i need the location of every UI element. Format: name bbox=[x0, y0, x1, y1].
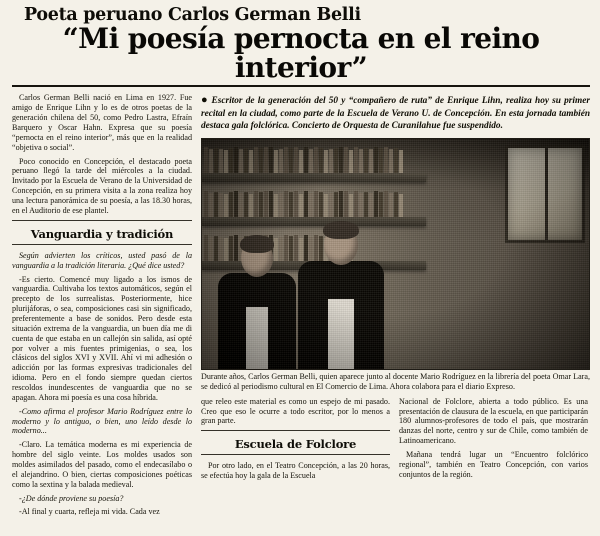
books-row bbox=[204, 191, 403, 217]
paragraph: Poco conocido en Concepción, el destacado poeta peruano llegó la tarde del miércoles a la ciudad. Invitado por la Escuela de Verano de la Universidad de Concepción, en su primera visita a la zona realiza hoy una lectura panorámica de su poesía, a las 18.30 horas, en el Auditorio de ese plantel. bbox=[12, 156, 192, 215]
bullet-icon: ● bbox=[201, 94, 209, 107]
paragraph: -Es cierto. Comencé muy ligado a los ismos de vanguardia. Cultivaba los textos automáticos, según el precepto de los surrealistas. Posteriormente, hice plurijáforas, o sea, composiciones casi sin significado, preferentemente a base de sonidos. Pero desde esta situación extrema de la vanguardia, un buen día me di cuenta de que estaba en un callejón sin salida, así opté por volver a mis fuentes primigenias, o sea, los clásicos del siglos XVI y XVII. Ahí vi mi adhesión o adicción por las formas expresivas tradicionales del idioma. Pero en el fondo siempre quedan ciertos rescoldos inundescentes de vanguardia que no se apagan. Ahora mi poesía es una cosa híbrida. bbox=[12, 274, 192, 402]
column-left bbox=[12, 93, 192, 521]
shelf-line bbox=[202, 173, 426, 182]
article-columns bbox=[12, 93, 590, 521]
article-photo bbox=[201, 138, 590, 370]
paragraph: Nacional de Folclore, abierta a todo público. Es una presentación de clausura de la escuela, en que participarán 180 alumnos-profesores de todo el país, que mostrarán danzas del norte, centro y sur de Chile, como también de Latinoamericano. bbox=[399, 396, 588, 446]
interview-question-intro: Según advierten los críticos, usted pasó de la vanguardia a la tradición literaria. ¿Qué dice usted? bbox=[12, 250, 192, 270]
paragraph: que releo este material es como un espejo de mi pasado. Creo que eso le ocurre a todo escritor, por lo menos a gran parte. bbox=[201, 396, 390, 426]
person-left bbox=[218, 237, 296, 369]
column-group-right bbox=[201, 93, 590, 484]
photo-figure bbox=[201, 138, 590, 392]
person-right-shirt bbox=[328, 299, 354, 369]
kicker: Poeta peruano Carlos German Belli bbox=[24, 5, 361, 25]
standfirst bbox=[201, 93, 590, 131]
section-heading-folclore: Escuela de Folclore bbox=[234, 437, 357, 452]
page-title: “Mi poesía pernocta en el reino interior” bbox=[62, 22, 540, 84]
person-left-shirt bbox=[246, 307, 268, 369]
photo-caption: Durante años, Carlos German Belli, quien aparece junto al docente Mario Rodríguez en la librería del poeta Omar Lara, se dedicó al periodismo cultural en El Comercio de Lima. Ahora colabora para el diario Expreso. bbox=[201, 371, 590, 391]
paragraph: Mañana tendrá lugar un “Encuentro folclórico regional”, también en Teatro Concepción, con varios conjuntos de la región. bbox=[399, 449, 588, 479]
person-left-hair bbox=[240, 235, 274, 253]
section-rule bbox=[12, 220, 192, 221]
section-heading-vanguardia: Vanguardia y tradición bbox=[30, 226, 174, 241]
section-rule bbox=[201, 430, 390, 431]
section-rule bbox=[12, 244, 192, 245]
window-shape bbox=[505, 145, 585, 243]
paragraph: -Al final y cuarta, refleja mi vida. Cada vez bbox=[19, 507, 160, 517]
person-right bbox=[298, 223, 384, 369]
paragraph: -Claro. La temática moderna es mi experiencia de hombre del siglo veinte. Los moldes usados son moldes asimilados del pasado, como el endecasílabo o el alejandrino. O bien, ciertas composiciones poéticas como la sextina y la balada medieval. bbox=[12, 440, 192, 489]
column-right bbox=[399, 397, 588, 484]
books-row bbox=[204, 147, 403, 173]
person-right-hair bbox=[323, 221, 359, 239]
standfirst-text: Escritor de la generación del 50 y “compañero de ruta” de Enrique Lihn, realiza hoy su primer recital en la ciudad, como parte de la Escuela de Verano U. de Concepción. En esta jornada también destaca gala folclórica. Concierto de Orquesta de Curanilahue fue suspendido. bbox=[201, 96, 590, 131]
paragraph: Por otro lado, en el Teatro Concepción, a las 20 horas, se efectúa hoy la gala de la Escuela bbox=[201, 461, 390, 481]
header-rule bbox=[12, 85, 590, 87]
interview-question: -¿De dónde proviene su poesía? bbox=[19, 493, 124, 503]
column-middle bbox=[201, 397, 390, 485]
interview-question: -Como afirma el profesor Mario Rodríguez entre lo moderno y lo antiguo, o bien, uno leído desde lo moderno... bbox=[12, 406, 192, 436]
section-rule bbox=[201, 454, 390, 455]
lower-columns bbox=[201, 397, 590, 485]
paragraph: Carlos German Belli nació en Lima en 1927. Fue amigo de Enrique Lihn y lo es de otros poetas de la generación chilena del 50, como Pedro Lastra, Efraín Barquero y Oscar Hahn. Expresa que su poesía “pernocta en el reino interior”, más que en la realidad “objetiva o social”. bbox=[12, 93, 192, 152]
